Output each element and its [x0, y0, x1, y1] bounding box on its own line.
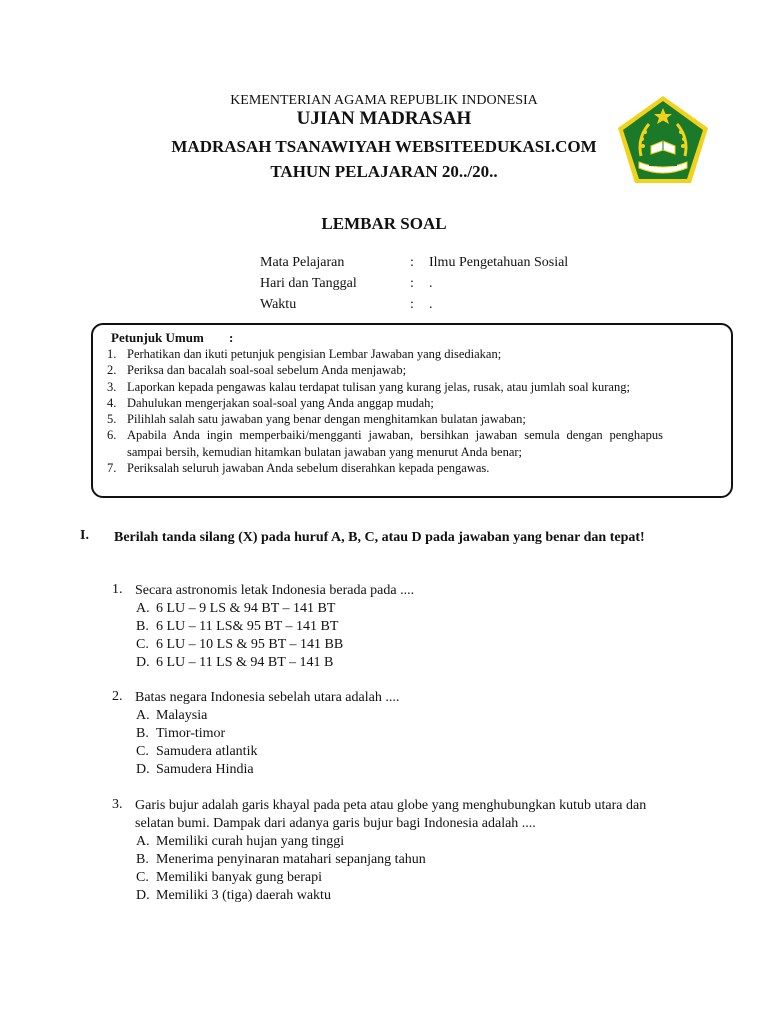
instruction-text: Apabila Anda ingin memperbaiki/mengganti jawaban, bersihkan jawaban semula dengan penghapus sampai bersih, kemudian hitamkan bulatan jawaban yang menurut Anda benar; [127, 428, 663, 459]
info-label: Waktu [260, 297, 297, 312]
question-text: Batas negara Indonesia sebelah utara adalah .... [135, 690, 400, 705]
instruction-text: Pilihlah salah satu jawaban yang benar dengan menghitamkan bulatan jawaban; [127, 412, 526, 427]
info-label: Mata Pelajaran [260, 255, 345, 270]
option-letter: A. [136, 834, 150, 849]
instruction-item [107, 411, 663, 427]
option-text: Memiliki 3 (tiga) daerah waktu [156, 888, 331, 903]
option-letter: D. [136, 762, 150, 777]
instruction-item [107, 427, 663, 460]
option-text: 6 LU – 11 LS & 94 BT – 141 B [156, 655, 334, 670]
info-value: . [429, 297, 433, 312]
instruction-text: Periksalah seluruh jawaban Anda sebelum diserahkan kepada pengawas. [127, 461, 490, 476]
instruction-number: 6. [107, 428, 117, 443]
section-number: I. [80, 528, 89, 543]
instruction-number: 7. [107, 461, 117, 476]
option-text: 6 LU – 11 LS& 95 BT – 141 BT [156, 619, 339, 634]
option-letter: D. [136, 888, 150, 903]
option-text: Samudera atlantik [156, 744, 258, 759]
option-letter: B. [136, 619, 149, 634]
ministry-name: KEMENTERIAN AGAMA REPUBLIK INDONESIA [230, 93, 538, 108]
instruction-item [107, 346, 663, 362]
instruction-text: Periksa dan bacalah soal-soal sebelum Anda menjawab; [127, 363, 407, 378]
info-colon: : [410, 297, 414, 312]
instructions-title-text: Petunjuk Umum [111, 330, 204, 345]
general-instructions-box [91, 323, 733, 498]
option-letter: C. [136, 744, 149, 759]
option-letter: D. [136, 655, 150, 670]
instruction-item [107, 395, 663, 411]
option-text: Samudera Hindia [156, 762, 254, 777]
option-letter: A. [136, 708, 150, 723]
section-instruction: Berilah tanda silang (X) pada huruf A, B, C, atau D pada jawaban yang benar dan tepat! [114, 530, 645, 545]
info-colon: : [410, 276, 414, 291]
info-value: . [429, 276, 433, 291]
question-text: Garis bujur adalah garis khayal pada peta atau globe yang menghubungkan kutub utara dan selatan bumi. Dampak dari adanya garis bujur bagi Indonesia adalah .... [135, 798, 647, 831]
school-name: MADRASAH TSANAWIYAH WEBSITEEDUKASI.COM [171, 137, 597, 156]
instruction-text: Laporkan kepada pengawas kalau terdapat tulisan yang kurang jelas, rusak, atau jumlah soal kurang; [127, 379, 630, 394]
instructions-title [111, 330, 234, 345]
option-text: Memiliki curah hujan yang tinggi [156, 834, 345, 849]
instruction-number: 1. [107, 347, 117, 361]
instruction-number: 3. [107, 379, 117, 394]
question-number: 2. [112, 689, 123, 704]
instruction-number: 2. [107, 363, 117, 378]
ministry-emblem-icon [615, 94, 711, 186]
instructions-title-colon: : [229, 330, 234, 345]
info-value: Ilmu Pengetahuan Sosial [429, 255, 569, 270]
option-text: Timor-timor [156, 726, 226, 741]
instruction-item [107, 379, 663, 395]
instruction-item [107, 362, 663, 378]
info-label: Hari dan Tanggal [260, 276, 357, 291]
instruction-text: Perhatikan dan ikuti petunjuk pengisian Lembar Jawaban yang disediakan; [127, 347, 502, 361]
option-text: Malaysia [156, 708, 208, 723]
option-text: 6 LU – 10 LS & 95 BT – 141 BB [156, 637, 344, 652]
option-letter: C. [136, 870, 149, 885]
academic-year: TAHUN PELAJARAN 20../20.. [270, 162, 498, 181]
exam-title: UJIAN MADRASAH [296, 108, 472, 129]
option-letter: B. [136, 726, 149, 741]
option-letter: B. [136, 852, 149, 867]
instruction-text: Dahulukan mengerjakan soal-soal yang Anda anggap mudah; [127, 395, 434, 410]
instruction-item [107, 460, 663, 476]
instruction-number: 5. [107, 412, 117, 427]
option-text: Menerima penyinaran matahari sepanjang tahun [156, 852, 426, 867]
instructions-list [107, 346, 663, 476]
option-text: 6 LU – 9 LS & 94 BT – 141 BT [156, 601, 336, 616]
option-text: Memiliki banyak gung berapi [156, 870, 323, 885]
question-number: 1. [112, 582, 123, 597]
sheet-title: LEMBAR SOAL [321, 214, 447, 233]
info-colon: : [410, 255, 414, 270]
instruction-number: 4. [107, 395, 117, 410]
option-letter: A. [136, 601, 150, 616]
question-number: 3. [112, 797, 123, 812]
option-letter: C. [136, 637, 149, 652]
question-text: Secara astronomis letak Indonesia berada pada .... [135, 583, 415, 598]
